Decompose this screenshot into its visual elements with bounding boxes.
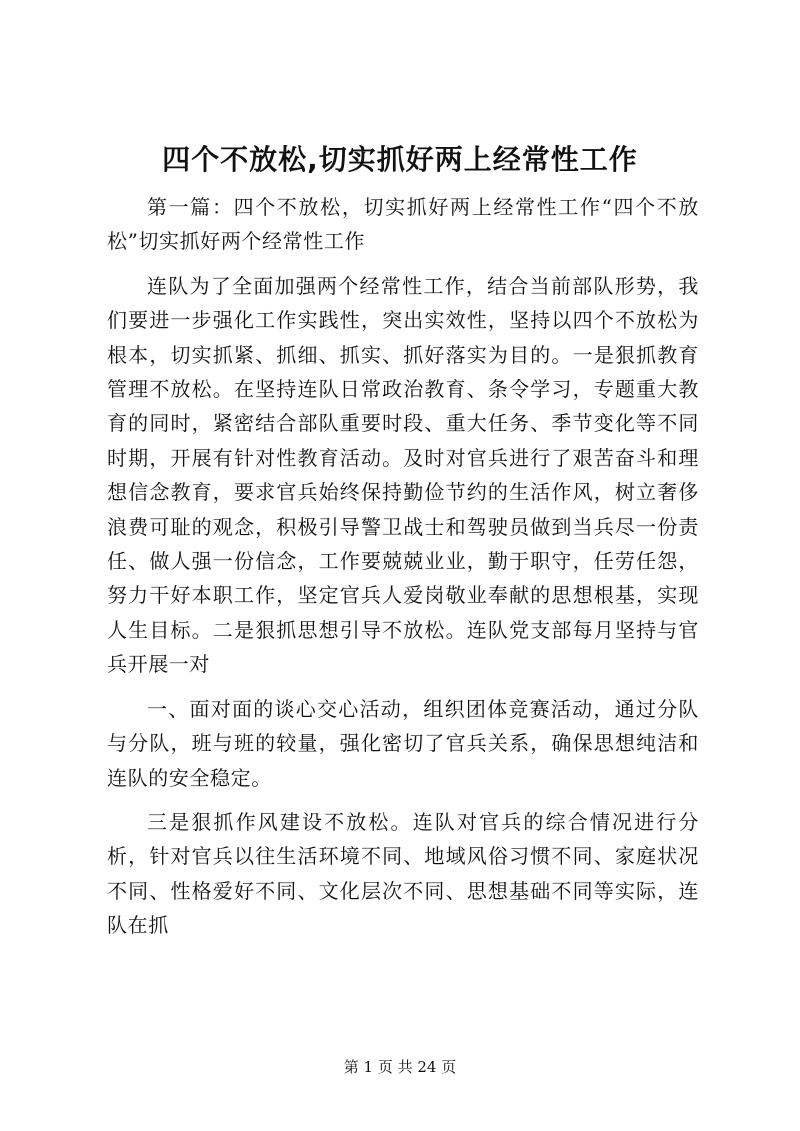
- paragraph-intro: 第一篇：四个不放松，切实抓好两上经常性工作“四个不放松”切实抓好两个经常性工作: [107, 195, 699, 254]
- paragraph-one: 一、面对面的谈心交心活动，组织团体竞赛活动，通过分队与分队，班与班的较量，强化密切了官兵关系，确保思想纯洁和连队的安全稳定。: [107, 696, 699, 790]
- paragraph-main: 连队为了全面加强两个经常性工作，结合当前部队形势，我们要进一步强化工作实践性，突出实效性，坚持以四个不放松为根本，切实抓紧、抓细、抓实、抓好落实为目的。一是狠抓教育管理不放松。在坚持连队日常政治教育、条令学习，专题重大教育的同时，紧密结合部队重要时段、重大任务、季节变化等不同时期，开展有针对性教育活动。及时对官兵进行了艰苦奋斗和理想信念教育，要求官兵始终保持勤俭节约的生活作风，树立奢侈浪费可耻的观念，积极引导警卫战士和驾驶员做到当兵尽一份责任、做人强一份信念，工作要兢兢业业，勤于职守，任劳任怨，努力干好本职工作，坚定官兵人爱岗敬业奉献的思想根基，实现人生目标。二是狠抓思想引导不放松。连队党支部每月坚持与官兵开展一对: [107, 273, 699, 677]
- document-body: [107, 190, 699, 953]
- document-title: 四个不放松,切实抓好两上经常性工作: [162, 143, 638, 176]
- paragraph-three: 三是狠抓作风建设不放松。连队对官兵的综合情况进行分析，针对官兵以往生活环境不同、地域风俗习惯不同、家庭状况不同、性格爱好不同、文化层次不同、思想基础不同等实际，连队在抓: [107, 809, 699, 938]
- page-number-footer: 第 1 页 共 24 页: [343, 1058, 457, 1076]
